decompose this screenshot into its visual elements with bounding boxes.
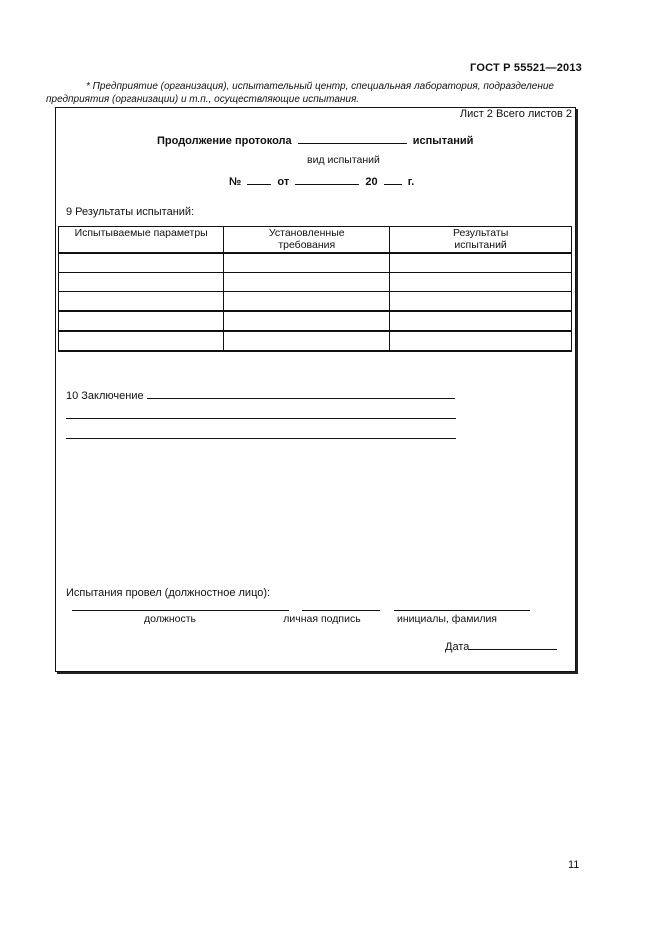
table-row (59, 273, 572, 292)
conclusion-line-3[interactable] (66, 438, 456, 439)
date-blank[interactable] (295, 175, 359, 185)
protocol-number-line (229, 175, 414, 188)
table-cell[interactable] (59, 273, 224, 292)
table-row (59, 292, 572, 312)
date-line[interactable] (469, 640, 557, 650)
table-cell[interactable] (59, 292, 224, 312)
conclusion-label: 10 Заключение (66, 390, 144, 402)
table-cell[interactable] (224, 331, 390, 351)
table-cell[interactable] (390, 331, 572, 351)
table-cell[interactable] (59, 253, 224, 273)
table-cell[interactable] (390, 253, 572, 273)
protocol-title (157, 134, 473, 147)
header-requirements: Установленные требования (224, 227, 390, 254)
number-label: № (229, 176, 242, 188)
table-cell[interactable] (390, 311, 572, 331)
date-label: Дата (445, 641, 470, 653)
test-type-blank[interactable] (298, 134, 407, 144)
from-label: от (277, 176, 290, 188)
date-field (445, 640, 557, 653)
section-9-heading: 9 Результаты испытаний: (66, 206, 195, 218)
table-cell[interactable] (59, 311, 224, 331)
results-table (58, 226, 572, 352)
title-suffix: испытаний (412, 135, 474, 147)
table-row (59, 311, 572, 331)
position-line[interactable] (72, 610, 289, 611)
table-cell[interactable] (224, 273, 390, 292)
section-10-conclusion (66, 389, 455, 402)
footnote-line-1: * Предприятие (организация), испытательный центр, специальная лаборатория, подразделение (86, 81, 554, 92)
signature-caption: личная подпись (283, 613, 361, 625)
year-blank[interactable] (384, 175, 402, 185)
table-cell[interactable] (59, 331, 224, 351)
name-line[interactable] (394, 610, 530, 611)
year-suffix: г. (407, 176, 415, 188)
table-cell[interactable] (224, 253, 390, 273)
table-cell[interactable] (390, 273, 572, 292)
footnote-line-2: предприятия (организации) и т.п., осуществляющие испытания. (46, 94, 360, 105)
table-cell[interactable] (224, 311, 390, 331)
table-row (59, 331, 572, 351)
header-results: Результаты испытаний (390, 227, 572, 254)
position-caption: должность (143, 613, 197, 625)
number-blank[interactable] (247, 175, 271, 185)
sheet-counter: Лист 2 Всего листов 2 (459, 108, 572, 120)
page-number: 11 (568, 859, 580, 871)
conclusion-line-2[interactable] (66, 418, 456, 419)
conclusion-line-1[interactable] (147, 389, 455, 399)
name-caption: инициалы, фамилия (397, 613, 497, 625)
year-label: 20 (365, 176, 378, 188)
title-prefix: Продолжение протокола (157, 135, 292, 147)
signature-line[interactable] (302, 610, 380, 611)
header-parameters: Испытываемые параметры (59, 227, 224, 254)
standard-header: ГОСТ Р 55521—2013 (470, 62, 582, 74)
test-type-caption: вид испытаний (307, 154, 380, 166)
table-cell[interactable] (224, 292, 390, 312)
conducted-by-label: Испытания провел (должностное лицо): (66, 587, 271, 599)
table-cell[interactable] (390, 292, 572, 312)
table-row (59, 253, 572, 273)
